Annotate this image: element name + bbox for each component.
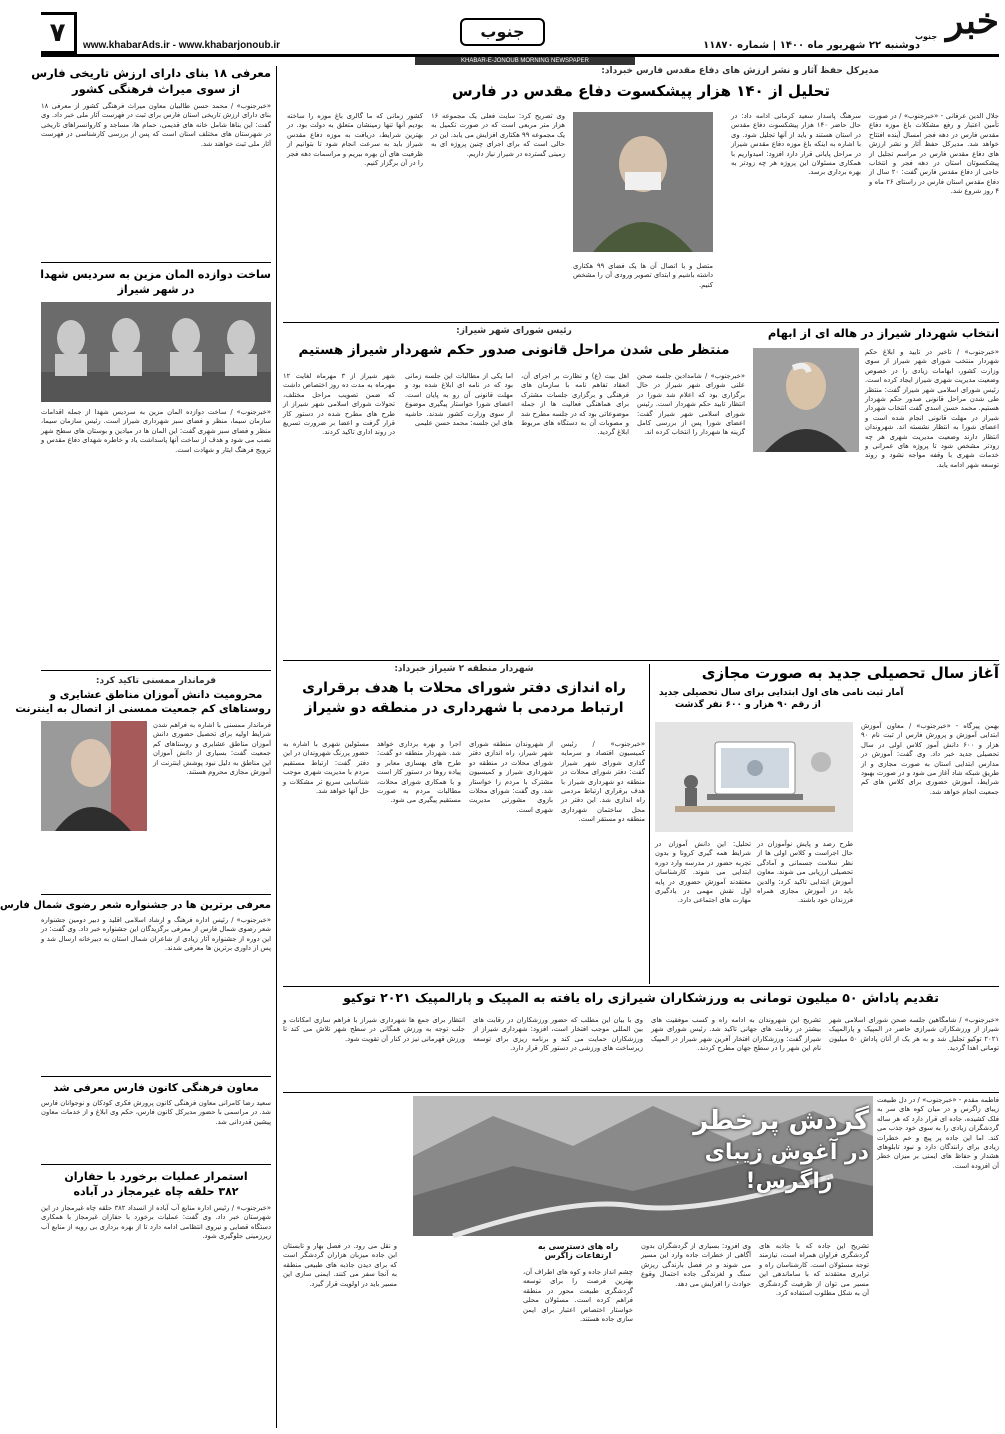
online-class-illustration [655, 722, 853, 832]
story-title: استمرار عملیات برخورد با حفاران [64, 1170, 248, 1183]
article-defense [283, 66, 999, 320]
story-body: «خبرجنوب» / رئیس اداره منابع آب آباده از انسداد ۳۸۲ حلقه چاه غیرمجاز در این شهرستان خبر داد. وی گفت: عملیات برخورد با حفاران غیرمجاز با همکاری دستگاه قضایی و نیروی انتظامی ادامه دارد تا از بهره برداری بی رویه از منابع آب زیرزمینی جلوگیری شود. [41, 1204, 272, 1241]
image-title: در آغوش زیبای [704, 1140, 869, 1165]
article-subtitle: از رقم ۹۰ هزار و ۶۰۰ نفر گذشت [675, 700, 821, 710]
portrait-image [41, 721, 147, 831]
section-label: جنوب [480, 22, 525, 41]
article-title: تحلیل از ۱۴۰ هزار پیشکسوت دفاع مقدس در فارس [451, 82, 831, 100]
story-title: از سوی میراث فرهنگی کشور [72, 82, 240, 96]
column: چشم انداز جاده و کوه های اطراف آن، بهترین فرصت را برای توسعه گردشگری طبیعت محور در منطقه فراهم کرده است. مسئولان محلی خواستار اختصاص اعتبار برای ایمن سازی جاده هستند. [523, 1268, 633, 1324]
logo-word: خبر [946, 0, 999, 42]
column: تشریح این شهروندان به ادامه راه و کسب موفقیت های بیشتر در رقابت های جهانی تاکید شد. رئیس شورای شهر شیراز گفت: ورزشکاران افتخار آفرین شهر شیراز در المپیک نام این شهر را در سطح جهان مطرح کردند. [651, 1016, 821, 1053]
sidebar-story-heritage [31, 66, 271, 258]
story-body: «خبرجنوب» / ساخت دوازده المان مزین به سردیس شهدا از جمله اقدامات سازمان سیما، منظر و فضای سبز شهرداری شیراز است. رئیس سازمان سیما، منظر و فضای سبز شهری گفت: این المان ها در میادین و بوستان های سطح شهر نصب می شود و هدف از ساخت آنها پاسداشت یاد و خاطره شهدای دفاع مقدس و ترویج فرهنگ ایثار و شهادت است. [41, 408, 271, 454]
divider [41, 894, 271, 895]
busts-image [41, 302, 271, 402]
story-title: معرفی ۱۸ بنای دارای ارزش تاریخی فارس [31, 66, 271, 80]
story-title: ساخت دوازده المان مزین به سردیس شهدا [40, 268, 271, 281]
section-tab [460, 18, 545, 46]
article-intro: بهمن پیرگاه - «خبرجنوب» / معاون آموزش ابتدایی آموزش و پرورش فارس از ثبت نام ۹۰ هزار و ۶۰۰ دانش آموز کلاس اولی در سال تحصیلی جدید خبر داد. وی گفت: آموزش در مدارس ابتدایی استان به صورت مجازی و از طریق شبکه شاد آغاز می شود و در صورت بهبود شرایط، آموزش حضوری برای کلاس های کم جمعیت انجام خواهد شد. [861, 722, 999, 796]
image-title: گردش پرخطر [693, 1106, 869, 1136]
column: کشور زمانی که ما گالری باغ موزه را ساخته بودیم آنها تنها زمینشان متعلق به دولت بود. در بهترین شرایط، دریافت به موزه دفاع مقدس شیراز باید به سرعت انجام شود تا بتوانیم از ظرفیت های آن بهره ببریم و مراسمات دهه فجر را در آن برگزار کنیم. [287, 112, 423, 168]
divider [283, 986, 999, 987]
column: تحلیل: این دانش آموزان در شرایط همه گیری کرونا و بدون تجربه حضور در مدرسه وارد دوره ابتدایی می شوند. کارشناسان معتقدند آموزش حضوری در پایه اول نقش مهمی در یادگیری مهارت های اجتماعی دارد. [655, 840, 751, 905]
divider [41, 1164, 271, 1165]
photo-caption: متصل و با اتصال آن ها یک فضای ۹۹ هکتاری داشته باشیم و ابتدای تصویر ورودی آن را مشخص کنیم. [573, 262, 713, 289]
image-headline [693, 1106, 869, 1194]
page-number-box [41, 12, 77, 54]
column: «خبرجنوب» / شامگاهین جلسه صحن شورای اسلامی شهر شیراز از ورزشکاران شیرازی حاضر در المپیک و پارالمپیک ۲۰۲۱ توکیو تجلیل شد و به هر یک از آنان پاداش ۵۰ میلیون تومانی اهدا گردید. [829, 1016, 1000, 1053]
masthead [35, 0, 1005, 62]
column: از شهروندان منطقه شورای شهر شیراز، راه اندازی دفتر شورای محلات در منطقه دو شهرداری شیراز و کمیسیون مشترک با مردم را خواستار شد. وی گفت: شورای محلات بازوی مشورتی مدیریت شهری است. [469, 740, 553, 814]
column: تشریح این جاده که با جاذبه های گردشگری فراوان همراه است، نیازمند توجه مسئولان است. کارشناسان راه و ترابری معتقدند که با ساماندهی این مسیر می توان از ظرفیت گردشگری آن به شکل مطلوب استفاده کرد. [759, 1242, 869, 1298]
column: اما یکی از مطالبات این جلسه زمانی بود که در نامه ای ابلاغ شده بود و مهلت قانونی آن رو به پایان است. اعضای شورا خواستار پیگیری موضوع از سوی وزارت کشور شدند. حاشیه های این جلسه: محمد حسن علیمی [405, 372, 513, 428]
logo-small: جنوب [915, 32, 938, 41]
article-subtitle: آمار ثبت نامی های اول ابتدایی برای سال تحصیلی جدید [659, 688, 904, 698]
column: جلال الدین عرفانی - «خبرجنوب» / در صورت تأمین اعتبار و رفع مشکلات باغ موزه دفاع مقدس فارس در دهه فجر امسال آینده افتتاح خواهد شد. مدیرکل حفظ آثار و نشر ارزش های دفاع مقدس فارس در مراسم تجلیل از پیشکسوتان استان در دهه فجر و انتخاب حاجی از دفاع مقدس فارس گفت: ۲۰ سال از دفاع مقدس استان فارس در راستای ۲۶ ماه و ۴ روز شروع شد. [869, 112, 999, 196]
column: مسئولین شهری با اشاره به حضور پررنگ شهروندان در این دفتر گفت: ارتباط مستقیم مردم با مدیریت شهری موجب شناسایی سریع تر مشکلات و حل آنها خواهد شد. [283, 740, 369, 796]
article-mayor [283, 326, 745, 656]
article-kicker: شهردار منطقه ۲ شیراز خبرداد: [394, 664, 534, 674]
logo [913, 2, 1001, 52]
sidebar [0, 66, 272, 1428]
article-kicker: رئیس شورای شهر شیراز: [456, 326, 572, 336]
sidebar-story-kanoon [41, 1082, 271, 1155]
article-olympic [283, 990, 999, 1090]
image-title: زاگرس! [745, 1169, 833, 1194]
page-number: ۷ [49, 18, 66, 48]
article-kicker: مدیرکل حفظ آثار و نشر ارزش های دفاع مقدس فارس خبرداد: [601, 66, 879, 76]
story-title: در شهر شیراز [117, 283, 195, 296]
divider [283, 322, 999, 323]
article-virtual [655, 664, 999, 984]
column: و نقل می رود. در فصل بهار و تابستان این جاده میزبان هزاران گردشگر است که برای دیدن جاذبه های طبیعی منطقه به آنجا سفر می کنند. ایمنی سازی این مسیر باید در اولویت قرار گیرد. [283, 1242, 397, 1288]
column: «خبرجنوب» / رئیس کمیسیون اقتصاد و سرمایه گذاری شورای شهر شیراز گفت: دفتر شورای محلات در منطقه دو شهرداری شیراز با هدف برقراری ارتباط مردمی راه اندازی شد. این دفتر در محل ساختمان شهرداری منطقه دو مستقر است. [561, 740, 645, 824]
general-photo [573, 112, 713, 252]
column: فاطمه مقدم - «خبرجنوب» / در دل طبیعت زیبای زاگرس و در میان کوه های سر به فلک کشیده، جاده ای قرار دارد که هر ساله گردشگران زیادی را به سوی خود جذب می کند. اما این جاده پر پیچ و خم خطرات زیادی برای رانندگان دارد و نبود تابلوهای هشدار و حفاظ های ایمنی بر میزان خطر آن افزوده است. [877, 1096, 999, 1170]
banner: KHABAR-E-JONOUB MORNING NEWSPAPER [415, 57, 635, 65]
column: اجرا و بهره برداری خواهد شد. شهردار منطقه دو گفت: طرح های بهسازی معابر و پیاده روها در دستور کار است و با همکاری شورای محلات، مطالبات مردم به صورت مستقیم پیگیری می شود. [377, 740, 461, 805]
article-zagros [283, 1096, 999, 1428]
story-title: محرومیت دانش آموزان مناطق عشایری و [49, 689, 263, 701]
story-body: سعید رضا کامرانی معاون فرهنگی کانون پرورش فکری کودکان و نوجوانان فارس شد. در مراسمی با حضور مدیرکل کانون فارس، حکم وی ابلاغ و از خدمات معاون پیشین قدردانی شد. [41, 1099, 271, 1126]
governor-photo [41, 721, 147, 831]
divider [283, 660, 999, 661]
story-title: معاون فرهنگی کانون فارس معرفی شد [53, 1082, 259, 1094]
date-line: دوشنبه ۲۲ شهریور ماه ۱۴۰۰ | شماره ۱۱۸۷۰ [703, 40, 920, 51]
story-title: روستاهای کم جمعیت ممسنی از اتصال به اینترنت [15, 703, 271, 715]
divider [649, 664, 650, 984]
portrait-image [573, 112, 713, 252]
column: اهل بیت (ع) و نظارت بر اجرای آن، انعقاد تفاهم نامه با سازمان های فرهنگی و برگزاری جلسات مشترک برای هماهنگی فعالیت ها از جمله موضوعاتی بود که در جلسه مطرح شد و مصوبات آن به دستگاه های مربوط ابلاغ گردید. [521, 372, 629, 437]
article-ambiguity [753, 326, 999, 656]
column: «خبرجنوب» / شامدادین جلسه صحن علنی شورای شهر شیراز در حال برگزاری بود که اعلام شد شورا در انتظار تایید حکم شهردار است. رئیس شورای اسلامی شهر شیراز گفت: اعضای شورا پس از بررسی کامل گزینه ها شهردار را انتخاب کرده اند. [637, 372, 745, 437]
websites[interactable]: www.khabarAds.ir - www.khabarjonoub.ir [83, 40, 281, 51]
column: انتظار برای جمع ها شهرداری شیراز با فراهم سازی امکانات و جلب توجه به ورزش همگانی در سطح شهر تلاش می کند تا ورزش قهرمانی نیز در کنار آن تقویت شود. [283, 1016, 465, 1043]
article-title: ارتباط مردمی با شهرداری در منطقه دو شیراز [304, 700, 624, 716]
column: وی با بیان این مطلب که حضور ورزشکاران در رقابت های بین المللی موجب افتخار است، افزود: شهرداری شیراز از ورزشکاران حمایت می کند و برنامه ریزی برای توسعه زیرساخت های ورزشی در دستور کار قرار دارد. [473, 1016, 643, 1053]
column: شهر شیراز از ۳ مهرماه لغایت ۱۲ مهرماه به مدت ده روز اختصاص داشت که ضمن تصویب مراحل مختلف، تحولات شورای اسلامی شهر شیراز از طرح های مطرح شده در دستور کار قرار گرفت و اعضا بر ضرورت تسریع در روند اداری تاکید کردند. [283, 372, 395, 437]
busts-photo [41, 302, 271, 402]
divider [41, 262, 271, 263]
article-title: منتظر طی شدن مراحل قانونی صدور حکم شهردار شیراز هستیم [298, 342, 730, 358]
story-body: «خبرجنوب» / رئیس اداره فرهنگ و ارشاد اسلامی اقلید و دبیر دومین جشنواره شعر رضوی شمال فارس از معرفی برگزیدگان این جشنواره خبر داد. وی گفت: در این دوره از جشنواره آثار زیادی از شاعران شمال استان به دبیرخانه ارسال شد و پس از داوری برترین ها معرفی شدند. [41, 916, 271, 953]
sidebar-story-wells [41, 1170, 271, 1414]
column: سرهنگ پاسدار سعید کرمانی ادامه داد: در حال حاضر ۱۴۰ هزار پیشکسوت دفاع مقدس در استان هستند و باید از آنها تجلیل شود. وی با اشاره به اینکه باغ موزه دفاع مقدس شیراز در مراحل پایانی قرار دارد افزود: امیدواریم با همکاری مسئولان این پروژه هر چه زودتر به بهره برداری برسد. [731, 112, 861, 177]
article-title: انتخاب شهردار شیراز در هاله ای از ابهام [767, 326, 999, 340]
sidebar-story-martyrs [41, 268, 271, 688]
article-title: راه اندازی دفتر شورای محلات با هدف برقراری [302, 680, 626, 696]
story-kicker: فرماندار ممسنی تاکید کرد: [95, 676, 217, 686]
sidebar-separator [276, 66, 277, 1428]
sidebar-story-mamasani [15, 676, 271, 861]
illustration-image [655, 722, 853, 832]
article-title: آغاز سال تحصیلی جدید به صورت مجازی [701, 664, 999, 682]
article-body: «خبرجنوب» / تاخیر در تایید و ابلاغ حکم شهردار منتخب شورای شهر شیراز از سوی وزارت کشور، ابهامات زیادی را در خصوص وضعیت مدیریت شهری شیراز ایجاد کرده است. رئیس شورای اسلامی شهر شیراز گفت: منتظر طی شدن مراحل قانونی صدور حکم شهردار هستیم. محمد حسن اسدی گفت انتخاب شهردار شیراز در مهلت قانونی انجام شده است و اعضای شورا به انتظار نشسته اند. شهروندان انتظار دارند وضعیت مدیریت شهری هر چه زودتر مشخص شود تا پروژه های عمرانی و خدمات شهری با وقفه مواجه نشود و روند توسعه شهر ادامه یابد. [865, 348, 999, 469]
divider [41, 670, 271, 671]
sub-heading: راه های دسترسی به ارتفاعات زاگرس [537, 1242, 619, 1260]
column: وی افزود: بسیاری از گردشگران بدون آگاهی از خطرات جاده وارد این مسیر می شوند و در فصل بارندگی ریزش سنگ و لغزندگی جاده احتمال وقوع حوادث را افزایش می دهد. [641, 1242, 751, 1288]
story-body: «خبرجنوب» / محمد حسن طالبیان معاون میراث فرهنگی کشور از معرفی ۱۸ بنای دارای ارزش تاریخی استان فارس برای ثبت در فهرست آثار ملی خبر داد. وی گفت: این بناها شامل خانه های قدیمی، حمام ها، مساجد و کاروانسراهای تاریخی در شهرستان های مختلف استان است که پس از بررسی کارشناسی در فهرست آثار ملی ثبت خواهند شد. [41, 102, 271, 148]
story-title: معرفی برترین ها در جشنواره شعر رضوی شمال فارس [0, 900, 271, 911]
divider [283, 1092, 999, 1093]
article-title: تقدیم پاداش ۵۰ میلیون تومانی به ورزشکاران شیرازی راه یافته به المپیک و پارالمپیک ۲۰۲۱ توکیو [343, 990, 939, 1005]
column: وی تصریح کرد: سایت فعلی یک مجموعه ۱۶ هزار متر مربعی است که در صورت تکمیل به یک مجموعه ۹۹ هکتاری افزایش می یابد. این در حالی است که برای اجرای چنین پروژه ای به زمینی گسترده در شیراز نیاز داریم. [431, 112, 565, 158]
portrait-image [753, 348, 859, 452]
article-council [283, 664, 645, 984]
story-title: ۳۸۲ حلقه چاه غیرمجاز در آباده [73, 1185, 239, 1198]
story-body: فرماندار ممسنی با اشاره به فراهم شدن شرایط اولیه برای تحصیل حضوری دانش آموزان مناطق عشایری و روستاهای کم جمعیت گفت: بسیاری از دانش آموزان این مناطق به دلیل نبود پوشش اینترنت از آموزش مجازی محروم هستند. [153, 721, 271, 777]
mayor-photo [753, 348, 859, 452]
column: طرح رصد و پایش نوآموزان در حال اجراست و کلاس اولی ها از نظر سلامت جسمانی و آمادگی تحصیلی ارزیابی می شوند. معاون آموزش ابتدایی تاکید کرد: والدین باید در آموزش مجازی همراه فرزندان خود باشند. [757, 840, 853, 905]
sidebar-story-poetry [0, 900, 271, 1066]
divider [41, 1076, 271, 1077]
